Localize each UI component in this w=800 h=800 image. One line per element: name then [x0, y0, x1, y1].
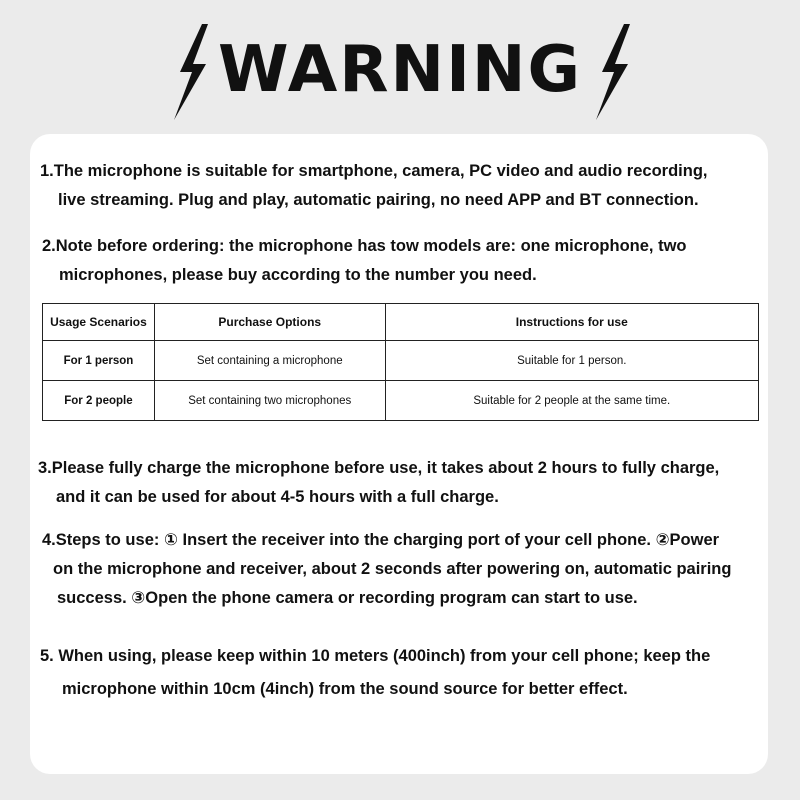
note-1 [40, 157, 707, 215]
note-2-line-2: microphones, please buy according to the number you need. [59, 266, 537, 284]
note-1-line-2: live streaming. Plug and play, automatic pairing, no need APP and BT connection. [58, 191, 699, 209]
cell-instruction: Suitable for 1 person. [385, 341, 758, 381]
header-purchase-options: Purchase Options [154, 304, 385, 341]
note-1-line-1: 1.The microphone is suitable for smartphone, camera, PC video and audio recording, [40, 162, 708, 180]
cell-instruction: Suitable for 2 people at the same time. [385, 381, 758, 421]
cell-scenario: For 2 people [43, 381, 155, 421]
note-3-line-2: and it can be used for about 4-5 hours with a full charge. [56, 488, 499, 506]
note-4-line-3: success. ③Open the phone camera or recording program can start to use. [57, 589, 638, 607]
header-usage-scenarios: Usage Scenarios [43, 304, 155, 341]
note-5 [40, 640, 710, 706]
note-4-line-2: on the microphone and receiver, about 2 seconds after powering on, automatic pairing [53, 560, 732, 578]
header [0, 0, 800, 130]
page-title: WARNING [218, 33, 582, 107]
table-row [43, 341, 759, 381]
cell-option: Set containing two microphones [154, 381, 385, 421]
note-4 [42, 526, 731, 613]
table-header-row [43, 304, 759, 341]
header-instructions: Instructions for use [385, 304, 758, 341]
lightning-bolt-icon [590, 22, 634, 122]
note-3-line-1: 3.Please fully charge the microphone before use, it takes about 2 hours to fully charge, [38, 459, 720, 477]
note-5-line-2: microphone within 10cm (4inch) from the sound source for better effect. [62, 680, 628, 698]
note-2-line-1: 2.Note before ordering: the microphone has tow models are: one microphone, two [42, 237, 687, 255]
note-2 [42, 232, 687, 290]
usage-table [42, 303, 759, 421]
cell-scenario: For 1 person [43, 341, 155, 381]
note-3 [38, 454, 719, 512]
cell-option: Set containing a microphone [154, 341, 385, 381]
note-5-line-1: 5. When using, please keep within 10 meters (400inch) from your cell phone; keep the [40, 647, 711, 665]
table-row [43, 381, 759, 421]
note-4-line-1: 4.Steps to use: ① Insert the receiver into the charging port of your cell phone. ②Power [42, 531, 720, 549]
